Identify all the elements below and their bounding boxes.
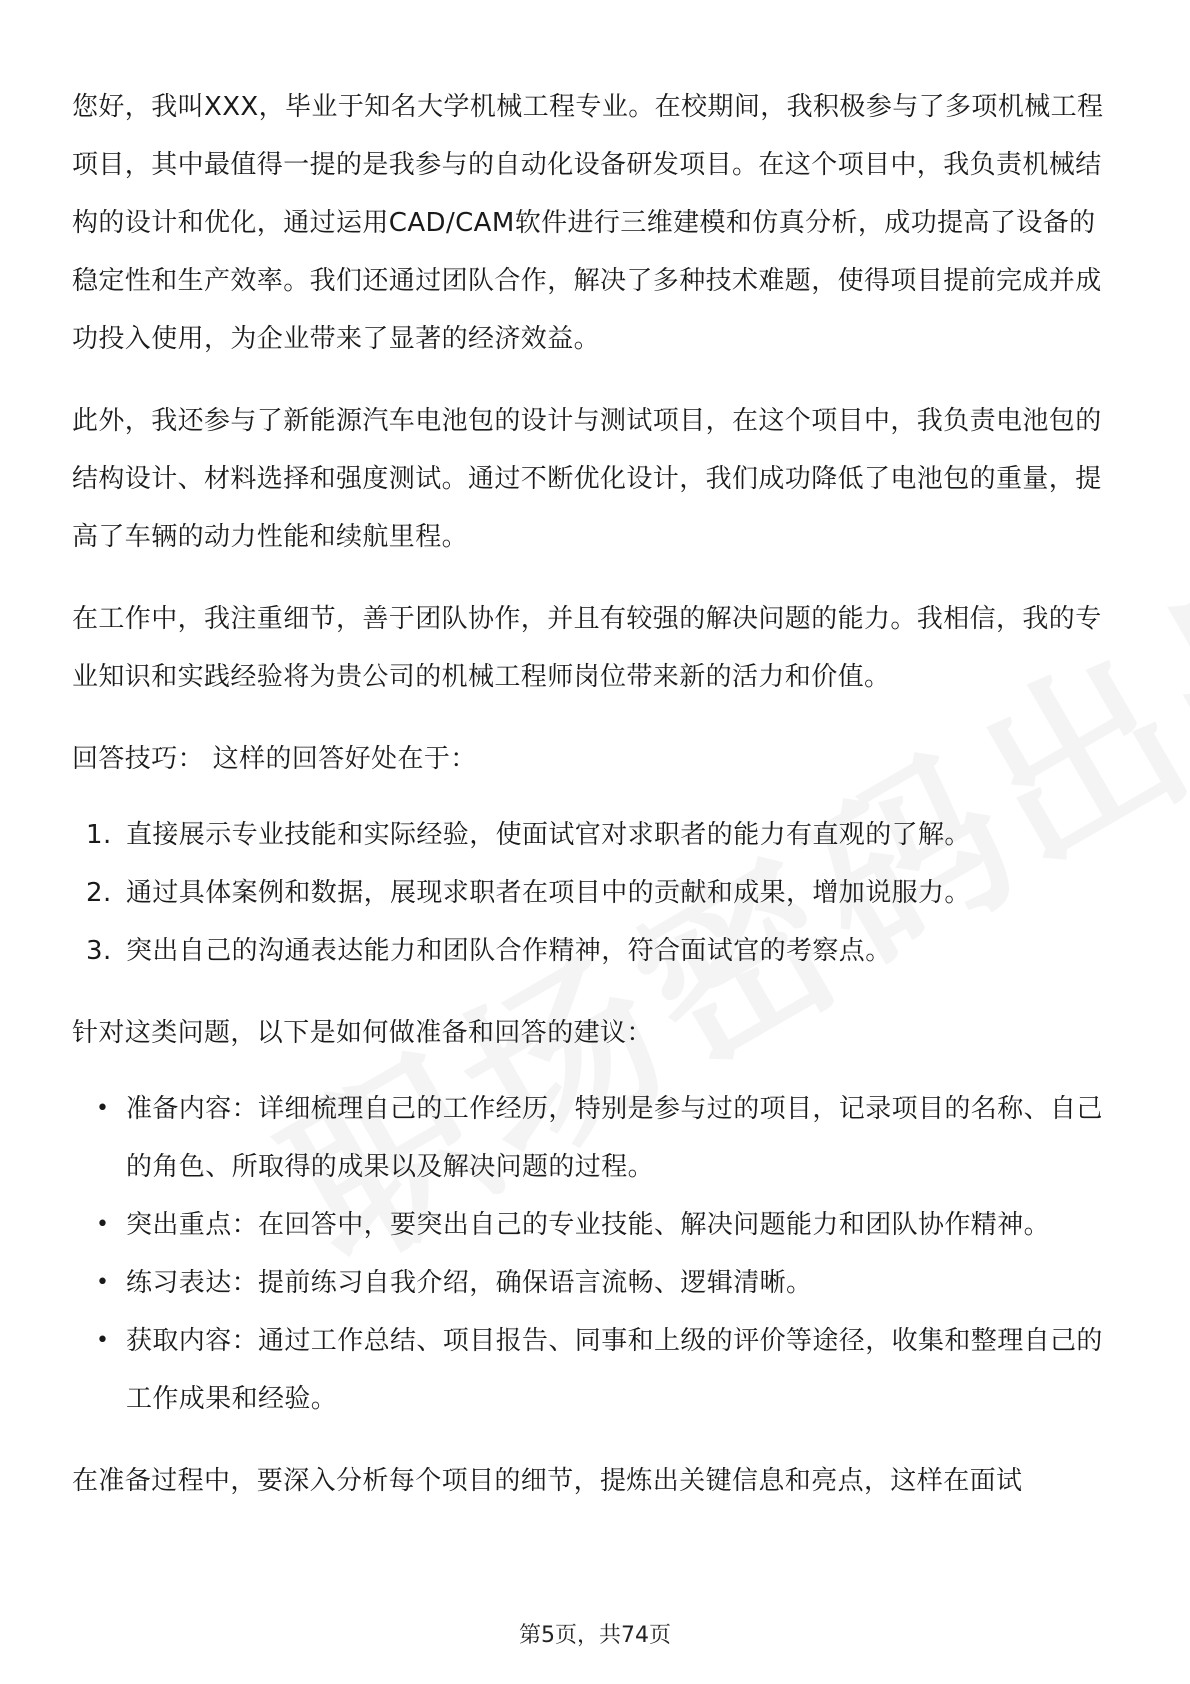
list-number: 3. [86, 936, 112, 966]
list-item-text: 突出重点：在回答中，要突出自己的专业技能、解决问题能力和团队协作精神。 [126, 1210, 1051, 1240]
list-item [72, 806, 1118, 864]
paragraph-answer-tips: 回答技巧： 这样的回答好处在于： [72, 744, 477, 774]
numbered-list [72, 806, 1118, 980]
list-item [72, 1196, 1118, 1254]
document-body [72, 78, 1118, 1534]
list-number: 1. [86, 820, 112, 850]
list-item-text: 通过具体案例和数据，展现求职者在项目中的贡献和成果，增加说服力。 [126, 878, 971, 908]
list-item-text: 获取内容：通过工作总结、项目报告、同事和上级的评价等途径，收集和整理自己的工作成果和经验。 [126, 1326, 1103, 1414]
list-item [72, 864, 1118, 922]
list-item-text: 准备内容：详细梳理自己的工作经历，特别是参与过的项目，记录项目的名称、自己的角色、所取得的成果以及解决问题的过程。 [126, 1094, 1103, 1182]
bullet-list [72, 1080, 1118, 1428]
list-number: 2. [86, 878, 112, 908]
paragraph-closing: 在准备过程中，要深入分析每个项目的细节，提炼出关键信息和亮点，这样在面试 [72, 1466, 1023, 1496]
paragraph-battery-project: 此外，我还参与了新能源汽车电池包的设计与测试项目，在这个项目中，我负责电池包的结构设计、材料选择和强度测试。通过不断优化设计，我们成功降低了电池包的重量，提高了车辆的动力性能和续航里程。 [72, 406, 1102, 552]
page-number-footer: 第5页，共74页 [519, 1623, 671, 1648]
bullet-icon: • [96, 1212, 110, 1237]
list-item-text: 突出自己的沟通表达能力和团队合作精神，符合面试官的考察点。 [126, 936, 892, 966]
list-item-text: 练习表达：提前练习自我介绍，确保语言流畅、逻辑清晰。 [126, 1268, 813, 1298]
paragraph-preparation-intro: 针对这类问题，以下是如何做准备和回答的建议： [72, 1018, 653, 1048]
paragraph-work-style: 在工作中，我注重细节，善于团队协作，并且有较强的解决问题的能力。我相信，我的专业知识和实践经验将为贵公司的机械工程师岗位带来新的活力和价值。 [72, 604, 1102, 692]
paragraph-intro: 您好，我叫XXX，毕业于知名大学机械工程专业。在校期间，我积极参与了多项机械工程项目，其中最值得一提的是我参与的自动化设备研发项目。在这个项目中，我负责机械结构的设计和优化，通过运用CAD/CAM软件进行三维建模和仿真分析，成功提高了设备的稳定性和生产效率。我们还通过团队合作，解决了多种技术难题，使得项目提前完成并成功投入使用，为企业带来了显著的经济效益。 [72, 92, 1104, 354]
bullet-icon: • [96, 1328, 110, 1353]
bullet-icon: • [96, 1096, 110, 1121]
bullet-icon: • [96, 1270, 110, 1295]
list-item [72, 1254, 1118, 1312]
list-item [72, 1312, 1118, 1428]
list-item [72, 922, 1118, 980]
list-item [72, 1080, 1118, 1196]
list-item-text: 直接展示专业技能和实际经验，使面试官对求职者的能力有直观的了解。 [126, 820, 971, 850]
